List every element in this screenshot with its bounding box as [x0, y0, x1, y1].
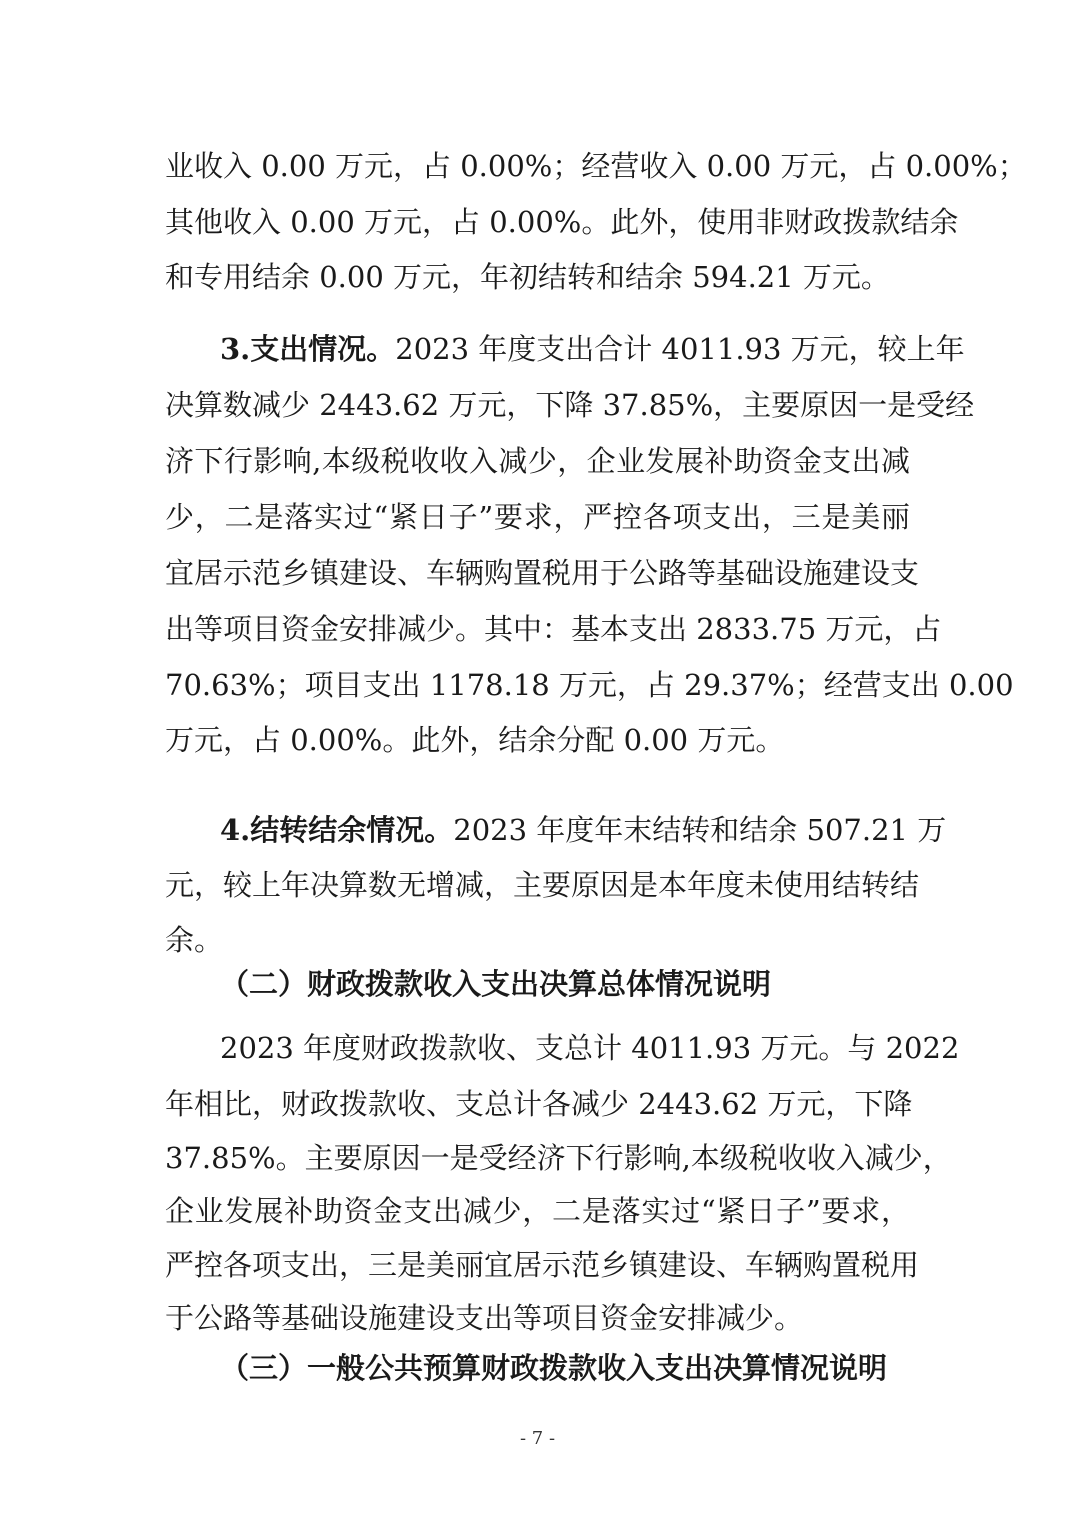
section-heading-three: （三）一般公共预算财政拨款收入支出决算情况说明: [220, 1351, 888, 1385]
section-heading-expenditure: 3.支出情况。: [220, 332, 396, 366]
text-line: 其他收入 0.00 万元，占 0.00%。此外，使用非财政拨款结余: [165, 205, 959, 239]
text-line: 元，较上年决算数无增减，主要原因是本年度未使用结转结: [165, 868, 920, 902]
text-segment: 2023 年度支出合计 4011.93 万元，较上年: [395, 332, 965, 366]
section-heading-carryover: 4.结转结余情况。: [220, 813, 454, 847]
text-line: 余。: [165, 923, 224, 957]
text-line: 宜居示范乡镇建设、车辆购置税用于公路等基础设施建设支: [165, 556, 920, 590]
section-heading-two: （二）财政拨款收入支出决算总体情况说明: [220, 967, 772, 1001]
text-line: 严控各项支出，三是美丽宜居示范乡镇建设、车辆购置税用: [165, 1248, 920, 1282]
text-line: 年相比，财政拨款收、支总计各减少 2443.62 万元，下降: [165, 1087, 913, 1121]
text-line: 少，二是落实过“紧日子”要求，严控各项支出，三是美丽: [165, 500, 910, 534]
section-carryover-first-line: [220, 812, 947, 848]
text-line: 万元，占 0.00%。此外，结余分配 0.00 万元。: [165, 723, 785, 757]
page-number: - 7 -: [519, 1428, 556, 1449]
text-line: 济下行影响,本级税收收入减少，企业发展补助资金支出减: [165, 444, 910, 478]
text-line: 出等项目资金安排减少。其中：基本支出 2833.75 万元，占: [165, 612, 942, 646]
text-segment: 2023 年度年末结转和结余 507.21 万: [453, 813, 947, 847]
text-line: 和专用结余 0.00 万元，年初结转和结余 594.21 万元。: [165, 260, 890, 294]
text-line: 2023 年度财政拨款收、支总计 4011.93 万元。与 2022: [220, 1031, 960, 1065]
text-line: 决算数减少 2443.62 万元，下降 37.85%，主要原因一是受经: [165, 388, 975, 422]
text-line: 70.63%；项目支出 1178.18 万元，占 29.37%；经营支出 0.00: [165, 668, 1014, 702]
text-line: 于公路等基础设施建设支出等项目资金安排减少。: [165, 1301, 804, 1335]
text-line: 企业发展补助资金支出减少，二是落实过“紧日子”要求，: [165, 1194, 910, 1228]
section-expenditure-first-line: [220, 331, 965, 367]
text-line: 37.85%。主要原因一是受经济下行影响,本级税收收入减少，: [165, 1141, 952, 1175]
text-line: 业收入 0.00 万元，占 0.00%；经营收入 0.00 万元，占 0.00%；: [165, 149, 1027, 183]
